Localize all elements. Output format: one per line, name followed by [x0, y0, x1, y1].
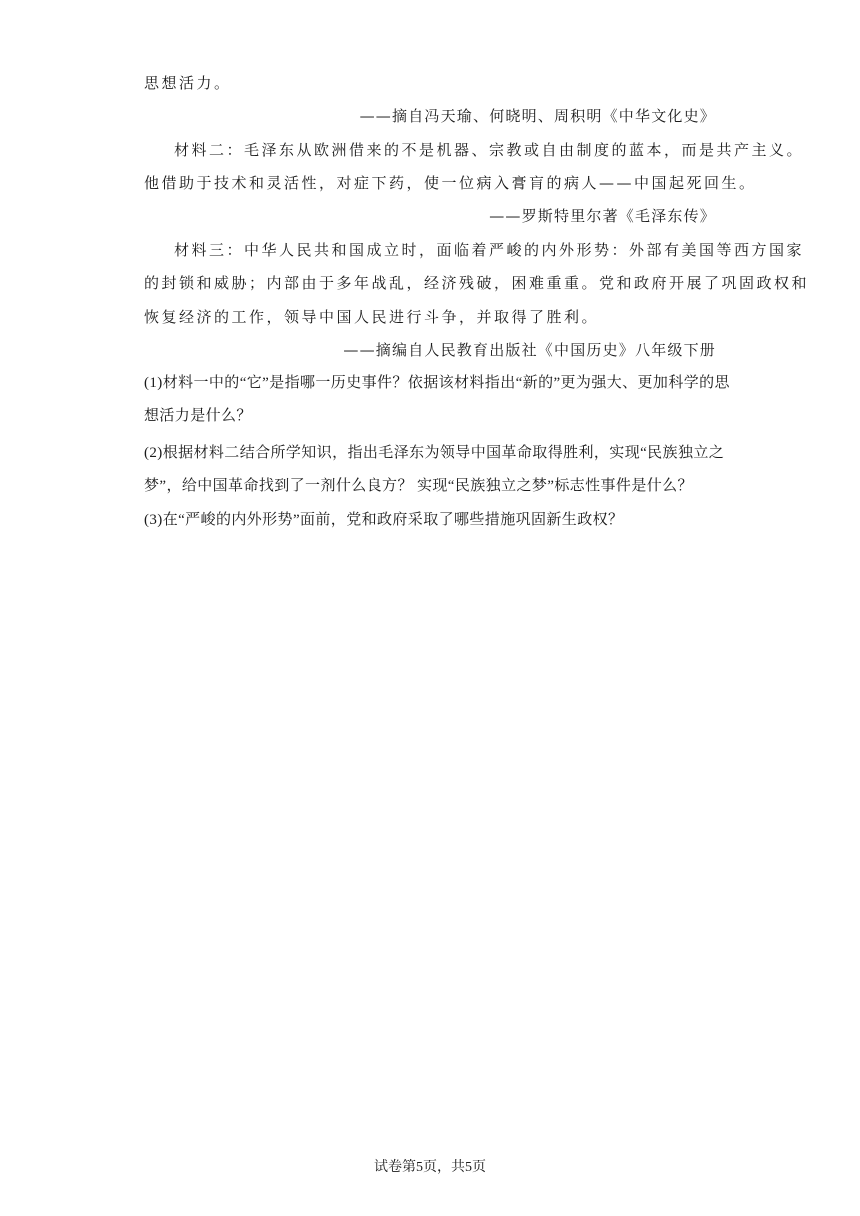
material-2-line-2: 他借助于技术和灵活性，对症下药，使一位病入膏肓的病人——中国起死回生。	[144, 174, 757, 192]
question-3: (3)在“严峻的内外形势”面前，党和政府采取了哪些措施巩固新生政权？	[144, 512, 624, 528]
material-3-source: ——摘编自人民教育出版社《中国历史》八年级下册	[343, 341, 716, 359]
material-1-source: ——摘自冯天瑜、何晓明、周积明《中华文化史》	[359, 107, 716, 125]
question-1-line-1: (1)材料一中的“它”是指哪一历史事件？依据该材料指出“新的”更为强大、更加科学的思	[144, 375, 730, 391]
material-3-line-2: 的封锁和威胁；内部由于多年战乱，经济残破，困难重重。党和政府开展了巩固政权和	[144, 274, 810, 292]
page-footer: 试卷第5页，共5页	[374, 1160, 486, 1175]
material-2-line-1: 材料二：毛泽东从欧洲借来的不是机器、宗教或自由制度的蓝本，而是共产主义。	[174, 141, 805, 159]
question-2-line-1: (2)根据材料二结合所学知识，指出毛泽东为领导中国革命取得胜利，实现“民族独立之	[144, 445, 725, 461]
material-1-tail: 思想活力。	[144, 74, 232, 92]
material-3-line-3: 恢复经济的工作，领导中国人民进行斗争，并取得了胜利。	[144, 308, 600, 326]
question-2-line-2: 梦”，给中国革命找到了一剂什么良方？ 实现“民族独立之梦”标志性事件是什么？	[144, 478, 693, 494]
material-2-source: ——罗斯特里尔著《毛泽东传》	[489, 207, 716, 225]
question-1-line-2: 想活力是什么？	[144, 408, 252, 424]
material-3-line-1: 材料三：中华人民共和国成立时，面临着严峻的内外形势：外部有美国等西方国家	[174, 241, 805, 259]
